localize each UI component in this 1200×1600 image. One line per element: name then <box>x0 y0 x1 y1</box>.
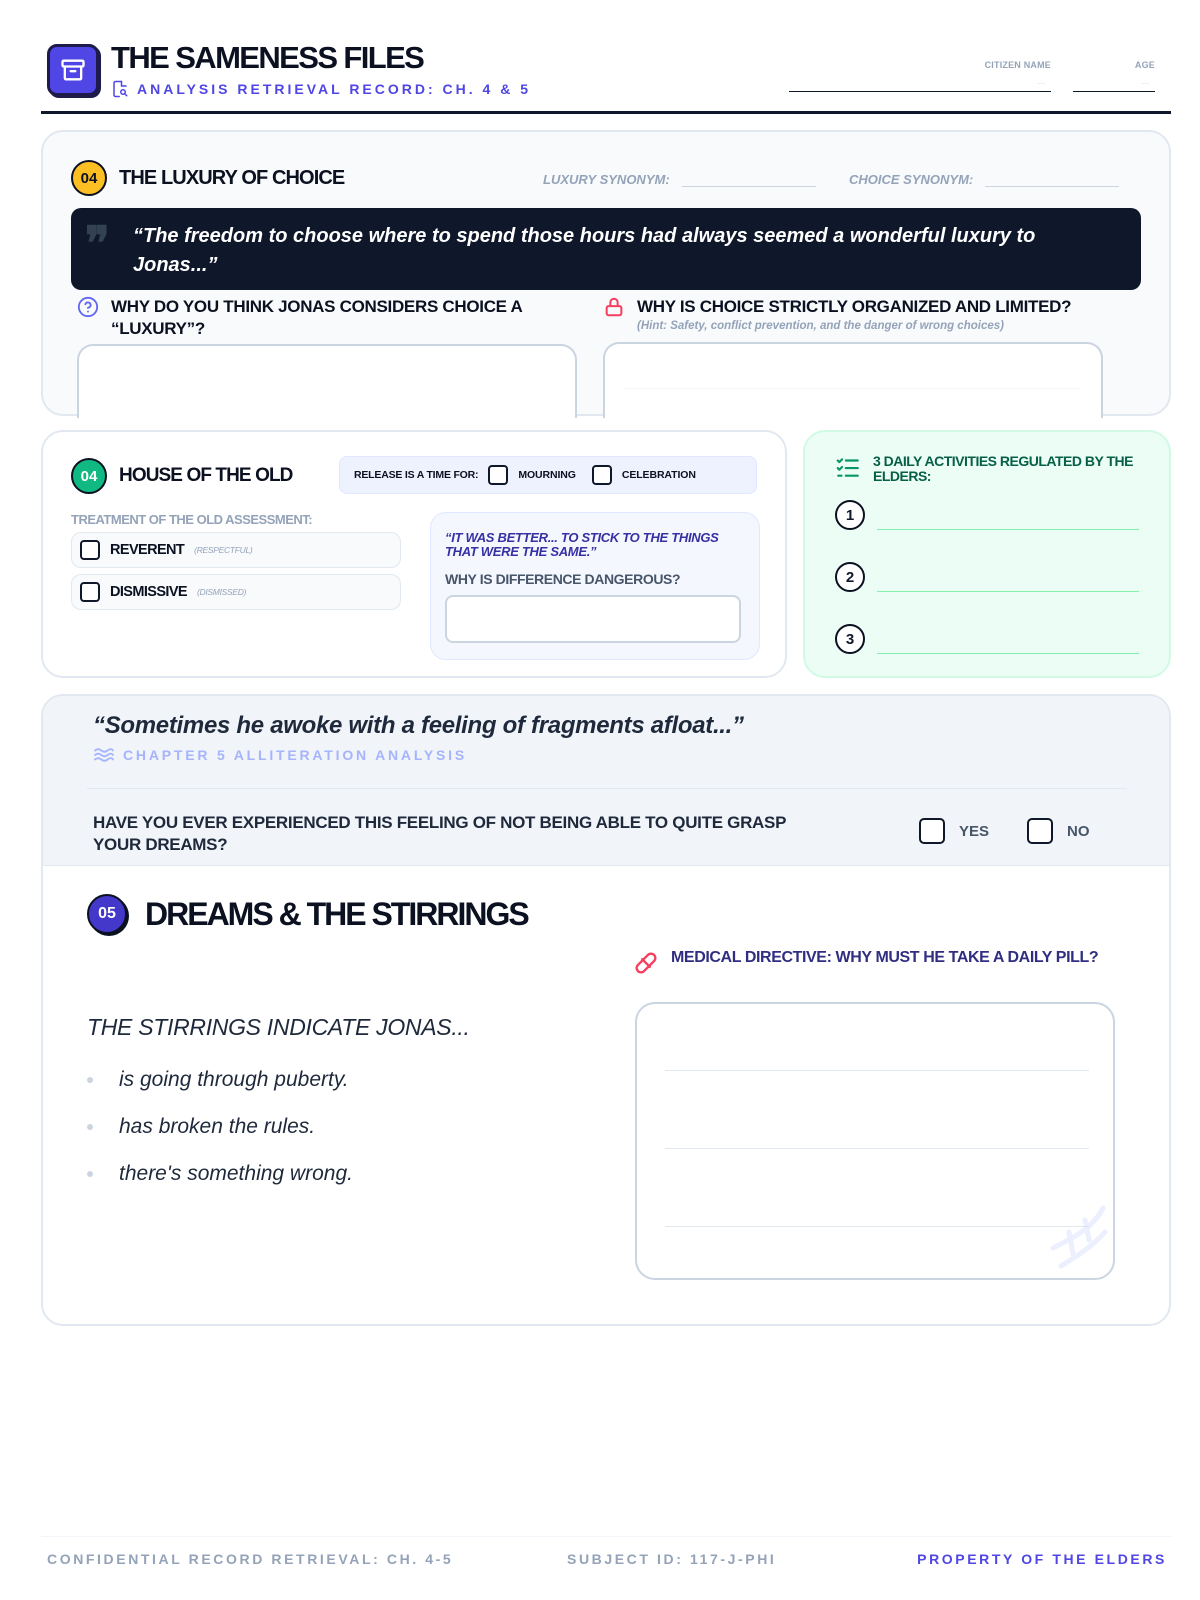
age-label: AGE <box>1134 60 1155 70</box>
dismissive-note: (DISMISSED) <box>197 587 247 597</box>
activity-row[interactable] <box>835 624 1139 654</box>
mourning-option-label: MOURNING <box>518 469 576 481</box>
section-heading <box>71 160 344 196</box>
dreams-section-card <box>41 694 1171 1326</box>
answer-line <box>665 1226 1089 1227</box>
medical-directive-question: MEDICAL DIRECTIVE: WHY MUST HE TAKE A DAILY PILL? <box>671 949 1099 966</box>
dismissive-checkbox[interactable] <box>80 582 100 602</box>
luxury-synonym-field[interactable] <box>543 172 816 187</box>
no-label: NO <box>1067 822 1090 840</box>
bullet <box>87 1077 93 1083</box>
answer-box-choice-limits[interactable] <box>603 342 1103 418</box>
activity-row[interactable] <box>835 500 1139 530</box>
alliteration-label: CHAPTER 5 ALLITERATION ANALYSIS <box>123 747 468 763</box>
waves-icon <box>93 746 115 764</box>
citizen-name-input[interactable]: ... <box>789 76 1051 92</box>
bullet <box>87 1124 93 1130</box>
reverent-note: (RESPECTFUL) <box>194 545 253 555</box>
house-of-the-old-card <box>41 430 787 678</box>
section-number-badge: 04 <box>71 160 107 196</box>
choice-synonym-field[interactable] <box>849 172 1119 187</box>
choice-synonym-line[interactable] <box>985 173 1119 187</box>
page-footer <box>41 1536 1171 1576</box>
quote-text: “The freedom to choose where to spend those hours had always seemed a wonderful luxury to Jonas...” <box>133 225 1036 276</box>
release-time-selector <box>339 456 757 494</box>
reverent-label: REVERENT <box>110 542 185 558</box>
answer-line <box>665 1070 1089 1071</box>
activity-number: 2 <box>835 562 865 592</box>
fragments-quote: “Sometimes he awoke with a feeling of fragments afloat...” <box>93 712 744 739</box>
luxury-synonym-label: LUXURY SYNONYM: <box>543 172 670 187</box>
document-search-icon <box>111 80 129 98</box>
lock-icon <box>603 296 625 318</box>
no-option[interactable] <box>1027 818 1090 844</box>
section-heading <box>71 458 293 494</box>
fragments-panel <box>43 696 1169 866</box>
subtitle-text: ANALYSIS RETRIEVAL RECORD: CH. 4 & 5 <box>137 81 532 97</box>
section-title: THE LUXURY OF CHOICE <box>119 166 345 189</box>
page-header <box>41 38 1171 114</box>
activity-number: 3 <box>835 624 865 654</box>
difference-answer-box[interactable] <box>445 595 741 643</box>
activity-number: 1 <box>835 500 865 530</box>
archive-box-icon <box>47 44 99 96</box>
no-checkbox[interactable] <box>1027 818 1053 844</box>
bullet <box>87 1171 93 1177</box>
yes-checkbox[interactable] <box>919 818 945 844</box>
question-text: WHY IS CHOICE STRICTLY ORGANIZED AND LIMITED? <box>637 297 1072 316</box>
stirrings-option-text: has broken the rules. <box>119 1115 316 1138</box>
section-title: DREAMS & THE STIRRINGS <box>145 895 528 932</box>
question-luxury <box>77 296 547 340</box>
age-field[interactable] <box>1073 60 1155 92</box>
age-input[interactable]: ... <box>1073 76 1155 92</box>
quote-mark-icon: ❞ <box>85 216 110 270</box>
question-hint: (Hint: Safety, conflict prevention, and the danger of wrong choices) <box>637 320 1004 332</box>
reverent-checkbox[interactable] <box>80 540 100 560</box>
dna-watermark-icon <box>1033 1198 1113 1278</box>
alliteration-caption <box>93 746 467 764</box>
footer-record-label: CONFIDENTIAL RECORD RETRIEVAL: CH. 4-5 <box>47 1551 454 1567</box>
activities-title: 3 DAILY ACTIVITIES REGULATED BY THE ELDERS: <box>873 453 1133 484</box>
dismissive-option[interactable] <box>71 574 401 610</box>
dismissive-label: DISMISSIVE <box>110 584 187 600</box>
activity-answer-line[interactable] <box>877 640 1139 654</box>
footer-property-label: PROPERTY OF THE ELDERS <box>917 1551 1167 1567</box>
reverent-option[interactable] <box>71 532 401 568</box>
section-number-badge: 04 <box>71 458 107 494</box>
quote-banner <box>71 208 1141 290</box>
document-subtitle <box>111 80 531 98</box>
difference-panel <box>430 512 760 660</box>
citizen-name-field[interactable] <box>789 60 1051 92</box>
pill-icon <box>633 950 659 976</box>
yes-option[interactable] <box>919 818 989 844</box>
stirrings-option[interactable] <box>87 1162 353 1186</box>
question-choice-limits <box>603 296 1123 332</box>
question-circle-icon <box>77 296 99 318</box>
stirrings-option[interactable] <box>87 1068 349 1092</box>
luxury-synonym-line[interactable] <box>682 173 816 187</box>
yes-label: YES <box>959 822 990 840</box>
footer-subject-id: SUBJECT ID: 117-J-PHI <box>567 1551 777 1567</box>
answer-box-luxury[interactable] <box>77 344 577 418</box>
stirrings-option-text: is going through puberty. <box>119 1068 349 1091</box>
section-title: HOUSE OF THE OLD <box>119 465 293 486</box>
divider <box>87 788 1127 789</box>
mourning-checkbox[interactable] <box>488 465 508 485</box>
difference-question: WHY IS DIFFERENCE DANGEROUS? <box>445 571 681 587</box>
stirrings-option-text: there's something wrong. <box>119 1162 353 1185</box>
activities-heading <box>835 454 1137 484</box>
question-text: WHY DO YOU THINK JONAS CONSIDERS CHOICE A “LUXURY”? <box>111 297 522 338</box>
activity-answer-line[interactable] <box>877 578 1139 592</box>
citizen-name-label: CITIZEN NAME <box>984 60 1051 70</box>
stirrings-option[interactable] <box>87 1115 315 1139</box>
checklist-icon <box>835 454 861 480</box>
section-number-badge: 05 <box>87 894 127 934</box>
luxury-of-choice-card <box>41 130 1171 416</box>
document-title: THE SAMENESS FILES <box>111 40 424 75</box>
dream-feeling-question: HAVE YOU EVER EXPERIENCED THIS FEELING OF NOT BEING ABLE TO QUITE GRASP YOUR DREAMS? <box>93 813 786 854</box>
celebration-option-label: CELEBRATION <box>621 469 696 481</box>
stirrings-lead: THE STIRRINGS INDICATE JONAS... <box>87 1014 470 1040</box>
activity-answer-line[interactable] <box>877 516 1139 530</box>
difference-quote: “IT WAS BETTER... TO STICK TO THE THINGS THAT WERE THE SAME.” <box>445 530 719 559</box>
answer-line <box>665 1148 1089 1149</box>
medical-answer-box[interactable] <box>635 1002 1115 1280</box>
choice-synonym-label: CHOICE SYNONYM: <box>849 172 974 187</box>
assessment-label: TREATMENT OF THE OLD ASSESSMENT: <box>71 512 313 527</box>
medical-directive-heading <box>633 950 1111 976</box>
elders-activities-card <box>803 430 1171 678</box>
release-label: RELEASE IS A TIME FOR: <box>354 469 479 481</box>
section-heading <box>87 894 528 934</box>
celebration-checkbox[interactable] <box>592 465 612 485</box>
answer-line <box>625 388 1081 389</box>
activity-row[interactable] <box>835 562 1139 592</box>
